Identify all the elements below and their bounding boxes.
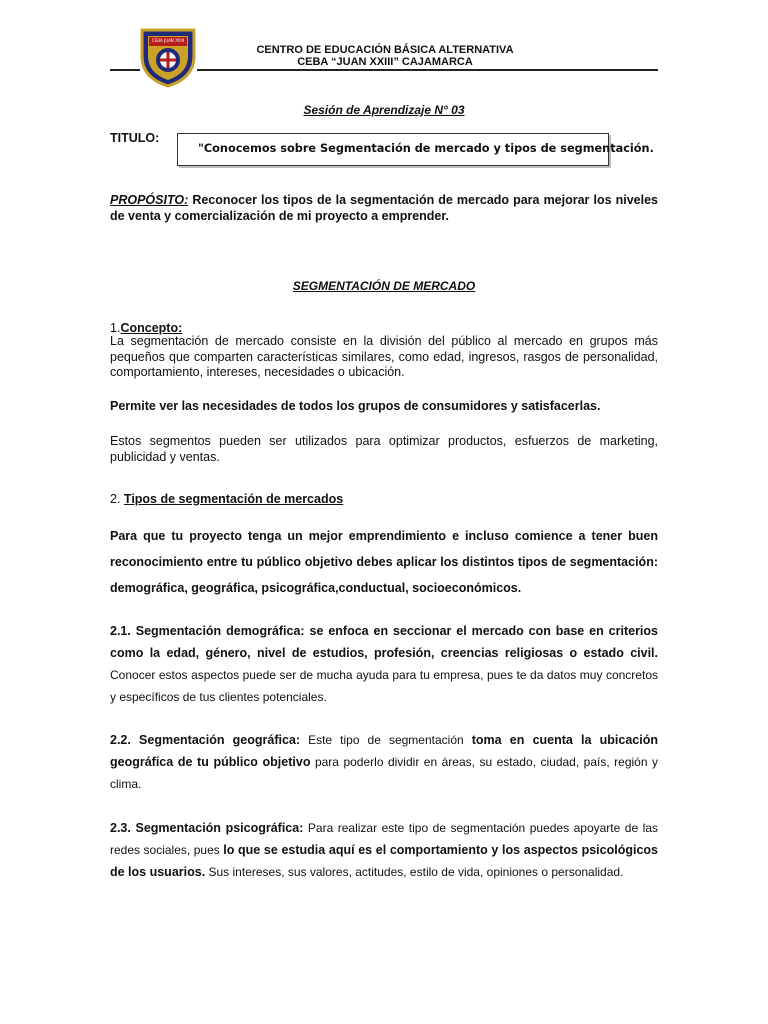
seg-psicografica-paragraph [110,817,658,883]
seg-geografica-paragraph [110,729,658,795]
tipos-label: Tipos de segmentación de mercados [123,492,344,506]
title-text: "Conocemos sobre Segmentación de mercado y tipos de segmentación. [198,142,654,155]
seg-psicografica-text1: Para realizar este tipo de segmentación puedes apoyarte de las redes sociales, pues [110,821,658,857]
proposito-text: Reconocer los tipos de la segmentación de mercado para mejorar los niveles de venta y comercialización de mi proyecto a emprender. [110,193,658,223]
concepto-text: La segmentación de mercado consiste en la división del público al mercado en grupos más pequeños que comparten características similares, como edad, ingresos, rasgos de personalidad, comportamiento, intereses, necesidades o ubicación. [110,334,658,379]
logo-text: CEBA JUAN XXIII [151,38,185,43]
tipos-number: 2. [110,492,124,506]
seg-psicografica-bold: lo que se estudia aquí es el comportamiento y los aspectos psicológicos de los usuarios. [110,843,658,879]
seg-geografica-bold: toma en cuenta la ubicación geográfica de tu público objetivo [110,733,659,769]
header-rule-left [110,69,140,71]
seg-demografica-paragraph [110,620,658,708]
seg-demografica-bold: 2.1. Segmentación demográfica: se enfoca en seccionar el mercado con base en criterios como la edad, género, nivel de estudios, profesión, creencias religiosas o estado civil. [110,624,658,660]
institution-subname: CEBA “JUAN XXIII” CAJAMARCA [297,56,473,68]
concepto-number: 1. [110,321,121,335]
concepto-label: Concepto: [120,321,183,335]
seg-geografica-label: 2.2. Segmentación geográfica: [110,733,301,747]
seg-psicografica-label: 2.3. Segmentación psicográfica: [110,821,304,835]
tipos-heading [110,492,658,508]
seg-psicografica-text2: Sus intereses, sus valores, actitudes, estilo de vida, opiniones o personalidad. [205,865,624,879]
permite-text: Permite ver las necesidades de todos los grupos de consumidores y satisfacerlas. [110,399,601,413]
seg-demografica-text: Conocer estos aspectos puede ser de mucha ayuda para tu empresa, pues te da datos muy concretos y específicos de tus clientes potenciales. [110,668,658,704]
section-heading: SEGMENTACIÓN DE MERCADO [292,279,476,293]
titulo-label: TITULO: [110,131,160,145]
tipos-intro: Para que tu proyecto tenga un mejor emprendimiento e incluso comience a tener buen reconocimiento entre tu público objetivo debes aplicar los distintos tipos de segmentación: demográfica, geográfica, psicográfica,conductual, socioeconómicos. [110,529,658,595]
proposito-paragraph [110,193,658,224]
estos-text: Estos segmentos pueden ser utilizados para optimizar productos, esfuerzos de marketing, publicidad y ventas. [110,434,658,464]
school-logo [138,26,198,88]
seg-geografica-text1: Este tipo de segmentación [300,733,472,747]
seg-geografica-text2: para poderlo dividir en áreas, su estado, ciudad, país, región y clima. [110,755,658,791]
header-rule-right [197,69,658,71]
title-box [177,133,654,166]
session-title: Sesión de Aprendizaje N° 03 [303,103,465,117]
proposito-label: PROPÓSITO: [110,193,189,207]
institution-name: CENTRO DE EDUCACIÓN BÁSICA ALTERNATIVA [256,44,514,56]
